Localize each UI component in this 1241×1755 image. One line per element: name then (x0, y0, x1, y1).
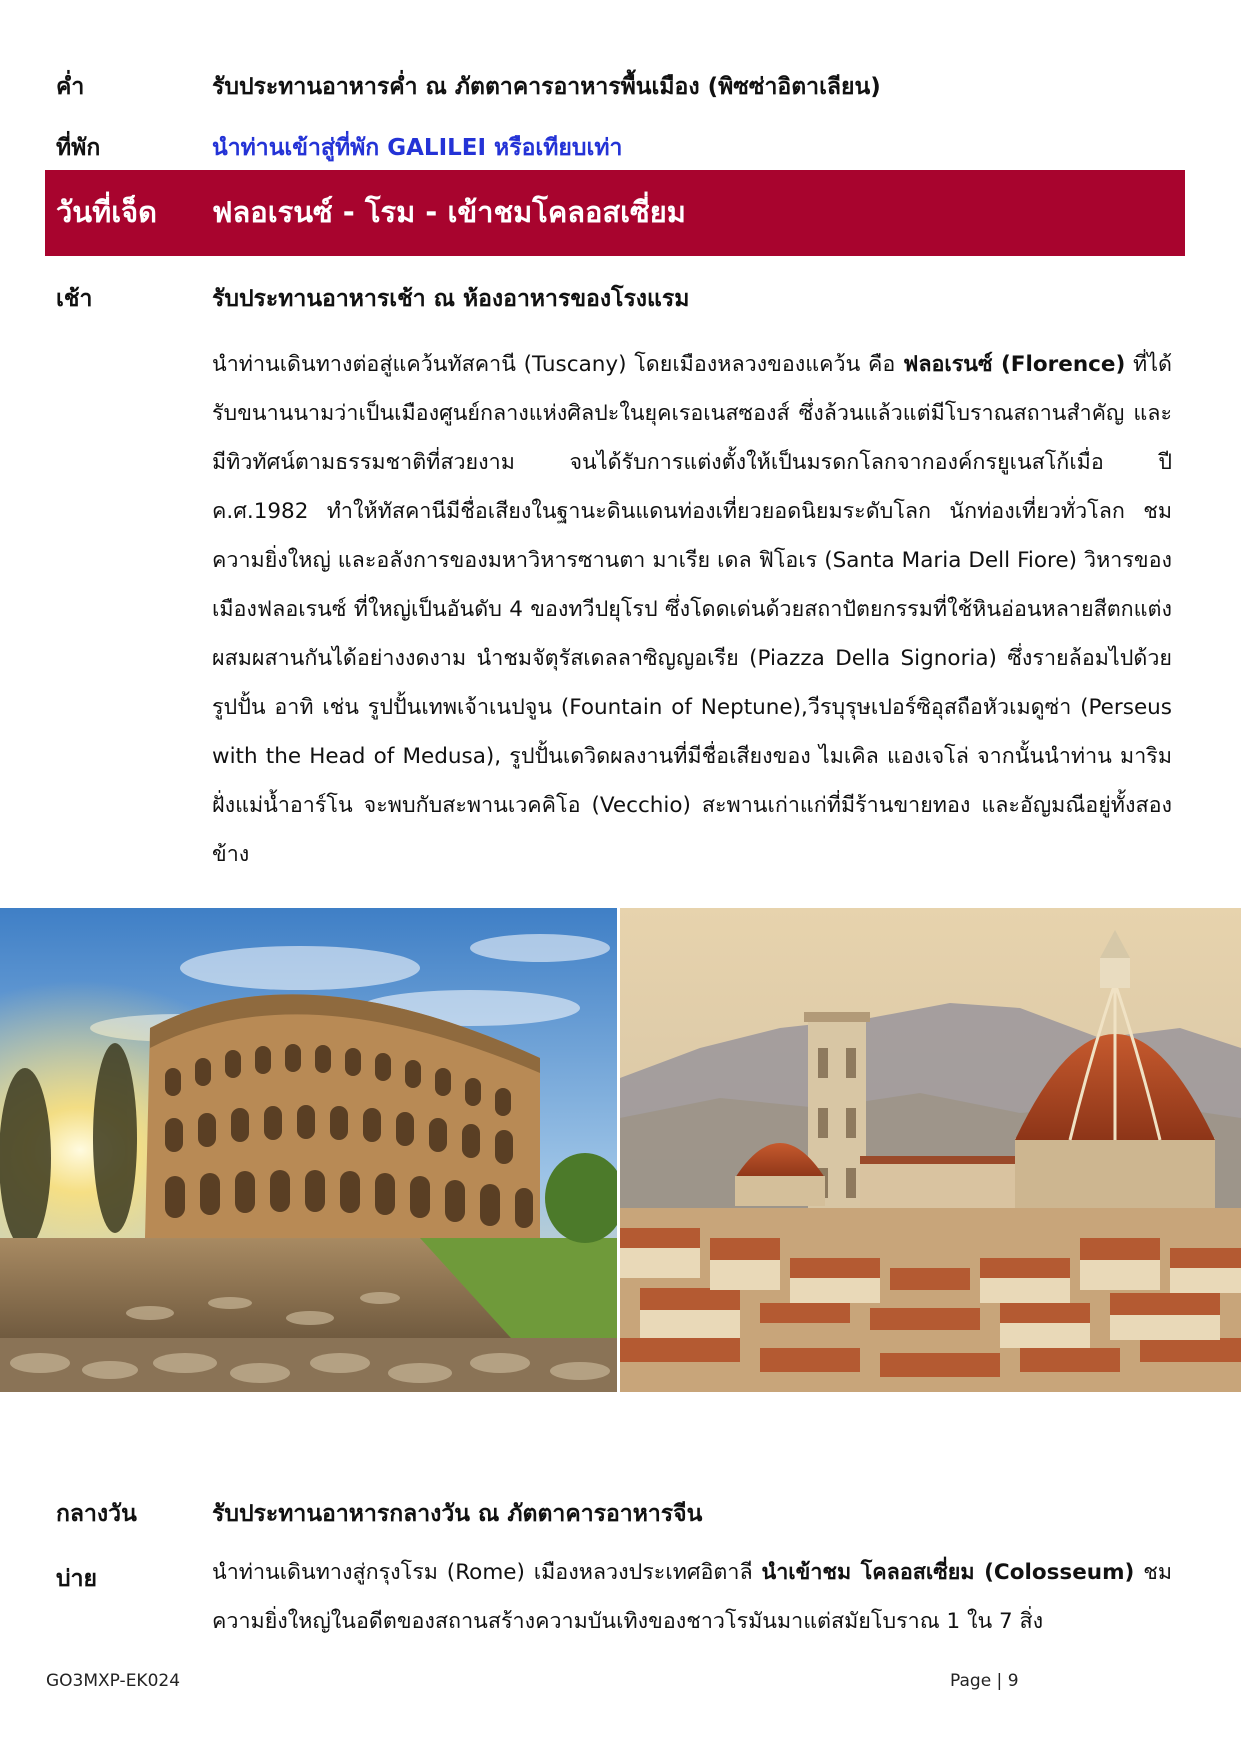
afternoon-paragraph-part1: นำท่านเดินทางสู่กรุงโรม (Rome) เมืองหลวงประเทศอิตาลี (212, 1560, 762, 1585)
lunch-row (56, 1499, 1181, 1531)
colosseum-illustration (0, 908, 617, 1392)
day-label: วันที่เจ็ด (56, 195, 157, 229)
afternoon-paragraph (212, 1548, 1172, 1646)
lunch-label: กลางวัน (56, 1501, 137, 1527)
florence-paragraph-part2: ที่ได้รับขนานนามว่าเป็นเมืองศูนย์กลางแห่งศิลปะในยุคเรอเนสซองส์ ซึ่งล้วนแล้วแต่มีโบราณสถานสำคัญ และมีทิวทัศน์ตามธรรมชาติที่สวยงาม จนได้รับการแต่งตั้งให้เป็นมรดกโลกจากองค์กรยูเนสโก้เมื่อ ปี ค.ศ.1982 ทำให้ทัสคานีมีชื่อเสียงในฐานะดินแดนท่องเที่ยวยอดนิยมระดับโลก นักท่องเที่ยวทั่วโลก ชมความยิ่งใหญ่ และอลังการของมหาวิหารซานตา มาเรีย เดล ฟิโอเร (Santa Maria Dell Fiore) วิหารของเมืองฟลอเรนซ์ ที่ใหญ่เป็นอันดับ 4 ของทวีปยุโรป ซึ่งโดดเด่นด้วยสถาปัตยกรรมที่ใช้หินอ่อนหลายสีตกแต่งผสมผสานกันได้อย่างงดงาม นำชมจัตุรัสเดลลาซิญญอเรีย (Piazza Della Signoria) ซึ่งรายล้อมไปด้วยรูปปั้น อาทิ เช่น รูปปั้นเทพเจ้าเนปจูน (Fountain of Neptune),วีรบุรุษเปอร์ซิอุสถือหัวเมดูซ่า (Perseus with the Head of Medusa), รูปปั้นเดวิดผลงานที่มีชื่อเสียงของ ไมเคิล แองเจโล่ จากนั้นนำท่าน มาริมฝั่งแม่น้ำอาร์โน จะพบกับสะพานเวคคิโอ (Vecchio) สะพานเก่าแก่ที่มีร้านขายทอง และอัญมณีอยู่ทั้งสองข้าง (212, 352, 1172, 867)
breakfast-row (56, 284, 1181, 316)
florence-photo (620, 908, 1241, 1392)
florence-paragraph-part1: นำท่านเดินทางต่อสู่แคว้นทัสคานี (Tuscany) โดยเมืองหลวงของแคว้น คือ (212, 352, 904, 377)
hotel-text: นำท่านเข้าสู่ที่พัก GALILEI หรือเทียบเท่า (212, 135, 623, 161)
florence-illustration (620, 908, 1241, 1392)
day-title: ฟลอเรนซ์ - โรม - เข้าชมโคลอสเซี่ยม (212, 195, 686, 229)
hotel-label: ที่พัก (56, 135, 101, 161)
dinner-text: รับประทานอาหารค่ำ ณ ภัตตาคารอาหารพื้นเมือง (พิซซ่าอิตาเลียน) (212, 74, 881, 100)
footer-page-number: Page | 9 (950, 1671, 1019, 1691)
afternoon-label: บ่าย (56, 1566, 97, 1592)
florence-paragraph (212, 340, 1172, 879)
breakfast-text: รับประทานอาหารเช้า ณ ห้องอาหารของโรงแรม (212, 286, 690, 312)
lunch-text: รับประทานอาหารกลางวัน ณ ภัตตาคารอาหารจีน (212, 1501, 703, 1527)
florence-bold: ฟลอเรนซ์ (Florence) (903, 352, 1126, 377)
afternoon-paragraph-part2: ชมความยิ่งใหญ่ในอดีตของสถานสร้างความบันเทิงของชาวโรมันมาแต่สมัยโบราณ 1 ใน 7 สิ่ง (212, 1560, 1172, 1634)
hotel-row (56, 133, 1181, 165)
dinner-row (56, 72, 1181, 104)
breakfast-label: เช้า (56, 286, 93, 312)
colosseum-bold: นำเข้าชม โคลอสเซี่ยม (Colosseum) (761, 1560, 1135, 1585)
dinner-label: ค่ำ (56, 74, 85, 100)
colosseum-photo (0, 908, 617, 1392)
footer-document-code: GO3MXP-EK024 (46, 1671, 181, 1691)
day-header-bar (45, 170, 1185, 256)
